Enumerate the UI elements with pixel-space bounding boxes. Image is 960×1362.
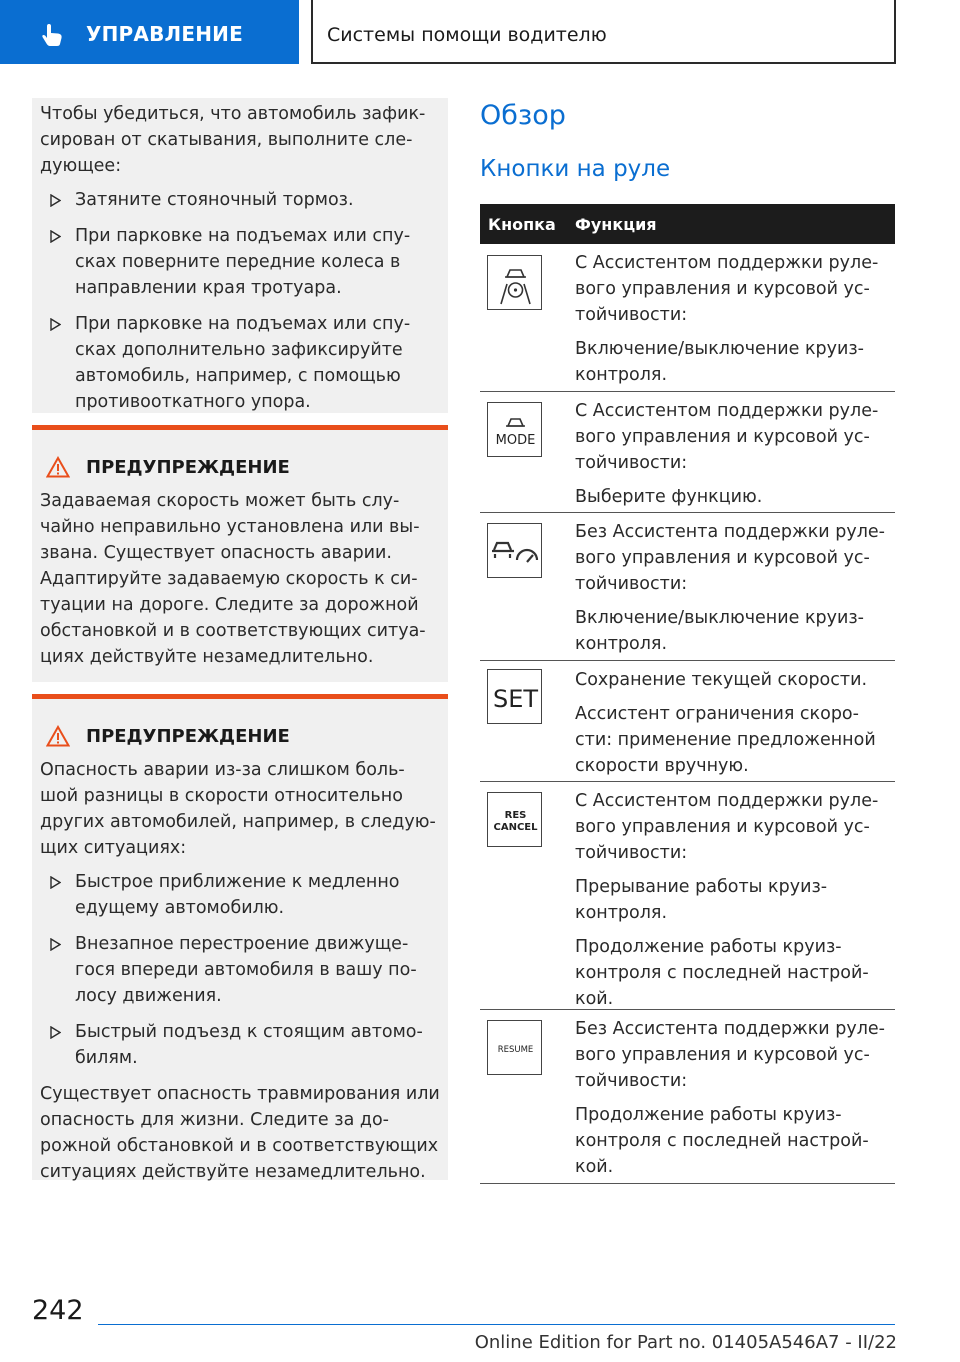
res-cancel-button-icon bbox=[487, 792, 542, 847]
hand-icon bbox=[40, 22, 66, 48]
edition-note: Online Edition for Part no. 01405A546A7 - II/22 bbox=[474, 1332, 897, 1353]
footer-divider bbox=[98, 1324, 895, 1325]
table-row bbox=[480, 661, 895, 782]
function-condition: С Ассистентом поддержки руле-вого управления и курсовой ус-тойчивости: bbox=[575, 401, 879, 473]
warning-text: Задаваемая скорость может быть слу-чайно неправильно установлена или вы-звана. Существует опасность аварии. Адаптируйте задаваемую скорость к си-туации на дороге. Следите за дорожной обстановкой и в соответствующих ситуа-циях действуйте незамедлительно. bbox=[40, 491, 426, 667]
function-description bbox=[575, 788, 891, 1020]
warning-title: ПРЕДУПРЕЖДЕНИЕ bbox=[86, 725, 290, 747]
bullet-triangle-icon bbox=[50, 318, 61, 331]
mode-label: MODE bbox=[495, 433, 536, 448]
function-action: Включение/выключение круиз-контроля. bbox=[575, 339, 864, 385]
column-header-button: Кнопка bbox=[488, 215, 556, 234]
warning-triangle-icon bbox=[46, 456, 70, 478]
warning-triangle-icon bbox=[46, 725, 70, 747]
warning-heading bbox=[40, 452, 440, 482]
function-condition: С Ассистентом поддержки руле-вого управления и курсовой ус-тойчивости: bbox=[575, 253, 879, 325]
warning-title: ПРЕДУПРЕЖДЕНИЕ bbox=[86, 456, 290, 478]
step-text: Затяните стояночный тормоз. bbox=[75, 190, 354, 210]
column-header-function: Функция bbox=[575, 215, 657, 234]
function-description bbox=[575, 519, 891, 665]
step-text: При парковке на подъемах или спу-сках поверните передние колеса в направлении края тротуара. bbox=[75, 226, 411, 298]
function-description bbox=[575, 667, 891, 787]
table-row bbox=[480, 244, 895, 392]
situation-text: Быстрый подъезд к стоящим автомо-билям. bbox=[75, 1022, 423, 1068]
function-condition: Без Ассистента поддержки руле-вого управления и курсовой ус-тойчивости: bbox=[575, 1019, 885, 1091]
set-button-icon bbox=[487, 669, 542, 724]
warning-intro: Опасность аварии из-за слишком боль-шой разницы в скорости относительно других автомобилей, например, в следую-щих ситуациях: bbox=[40, 760, 436, 858]
function-condition: Сохранение текущей скорости. bbox=[575, 670, 868, 690]
steering-assist-icon bbox=[487, 255, 542, 310]
table-header bbox=[480, 204, 895, 244]
function-action: Выберите функцию. bbox=[575, 487, 763, 507]
list-item bbox=[40, 931, 440, 1009]
warning-heading bbox=[40, 721, 440, 751]
step-text: При парковке на подъемах или спу-сках дополнительно зафиксируйте автомобиль, например, с помощью противооткатного упора. bbox=[75, 314, 411, 412]
cancel-label: CANCEL bbox=[493, 822, 538, 833]
bullet-triangle-icon bbox=[50, 876, 61, 889]
function-condition: С Ассистентом поддержки руле-вого управления и курсовой ус-тойчивости: bbox=[575, 791, 879, 863]
situation-text: Внезапное перестроение движуще-гося впереди автомобиля в вашу по-лосу движения. bbox=[75, 934, 417, 1006]
procedure-intro: Чтобы убедиться, что автомобиль зафик-сирован от скатывания, выполните сле-дующее: bbox=[40, 104, 426, 176]
cruise-control-icon bbox=[487, 523, 542, 578]
function-action: Включение/выключение круиз-контроля. bbox=[575, 608, 864, 654]
warning-box-speed-difference bbox=[32, 694, 448, 1180]
function-description bbox=[575, 250, 891, 396]
function-action: Продолжение работы круиз-контроля с последней настрой-кой. bbox=[575, 1105, 869, 1177]
situation-text: Быстрое приближение к медленно едущему автомобилю. bbox=[75, 872, 400, 918]
function-description bbox=[575, 398, 891, 518]
list-item bbox=[40, 1019, 440, 1071]
parking-procedure-box bbox=[32, 98, 448, 413]
list-item bbox=[40, 869, 440, 921]
set-label: SET bbox=[492, 685, 539, 713]
table-row bbox=[480, 392, 895, 513]
chapter-title: Системы помощи водителю bbox=[327, 24, 607, 46]
section-title: УПРАВЛЕНИЕ bbox=[86, 22, 243, 46]
function-action: Прерывание работы круиз-контроля. bbox=[575, 877, 828, 923]
section-tab bbox=[0, 0, 299, 64]
list-item bbox=[40, 311, 440, 415]
bullet-triangle-icon bbox=[50, 230, 61, 243]
bullet-triangle-icon bbox=[50, 1026, 61, 1039]
function-description bbox=[575, 1016, 891, 1188]
mode-button-icon bbox=[487, 402, 542, 457]
bullet-triangle-icon bbox=[50, 938, 61, 951]
list-item bbox=[40, 223, 440, 301]
table-row bbox=[480, 1010, 895, 1184]
chapter-header bbox=[311, 0, 896, 64]
function-action: Ассистент ограничения скоро-сти: применение предложенной скорости вручную. bbox=[575, 704, 876, 776]
resume-button-icon bbox=[487, 1020, 542, 1075]
warning-box-speed bbox=[32, 425, 448, 682]
table-row bbox=[480, 513, 895, 661]
function-action: Продолжение работы круиз-контроля с последней настрой-кой. bbox=[575, 937, 869, 1009]
table-row bbox=[480, 782, 895, 1010]
list-item bbox=[40, 187, 440, 213]
bullet-triangle-icon bbox=[50, 194, 61, 207]
steering-buttons-heading: Кнопки на руле bbox=[480, 156, 671, 182]
function-condition: Без Ассистента поддержки руле-вого управления и курсовой ус-тойчивости: bbox=[575, 522, 885, 594]
page-number: 242 bbox=[32, 1295, 84, 1326]
overview-heading: Обзор bbox=[480, 100, 566, 131]
res-label: RES bbox=[504, 810, 527, 821]
warning-outro: Существует опасность травмирования или опасность для жизни. Следите за до-рожной обстановкой и в соответствующих ситуациях действуйте незамедлительно. bbox=[40, 1084, 440, 1182]
resume-label: RESUME bbox=[497, 1045, 534, 1055]
